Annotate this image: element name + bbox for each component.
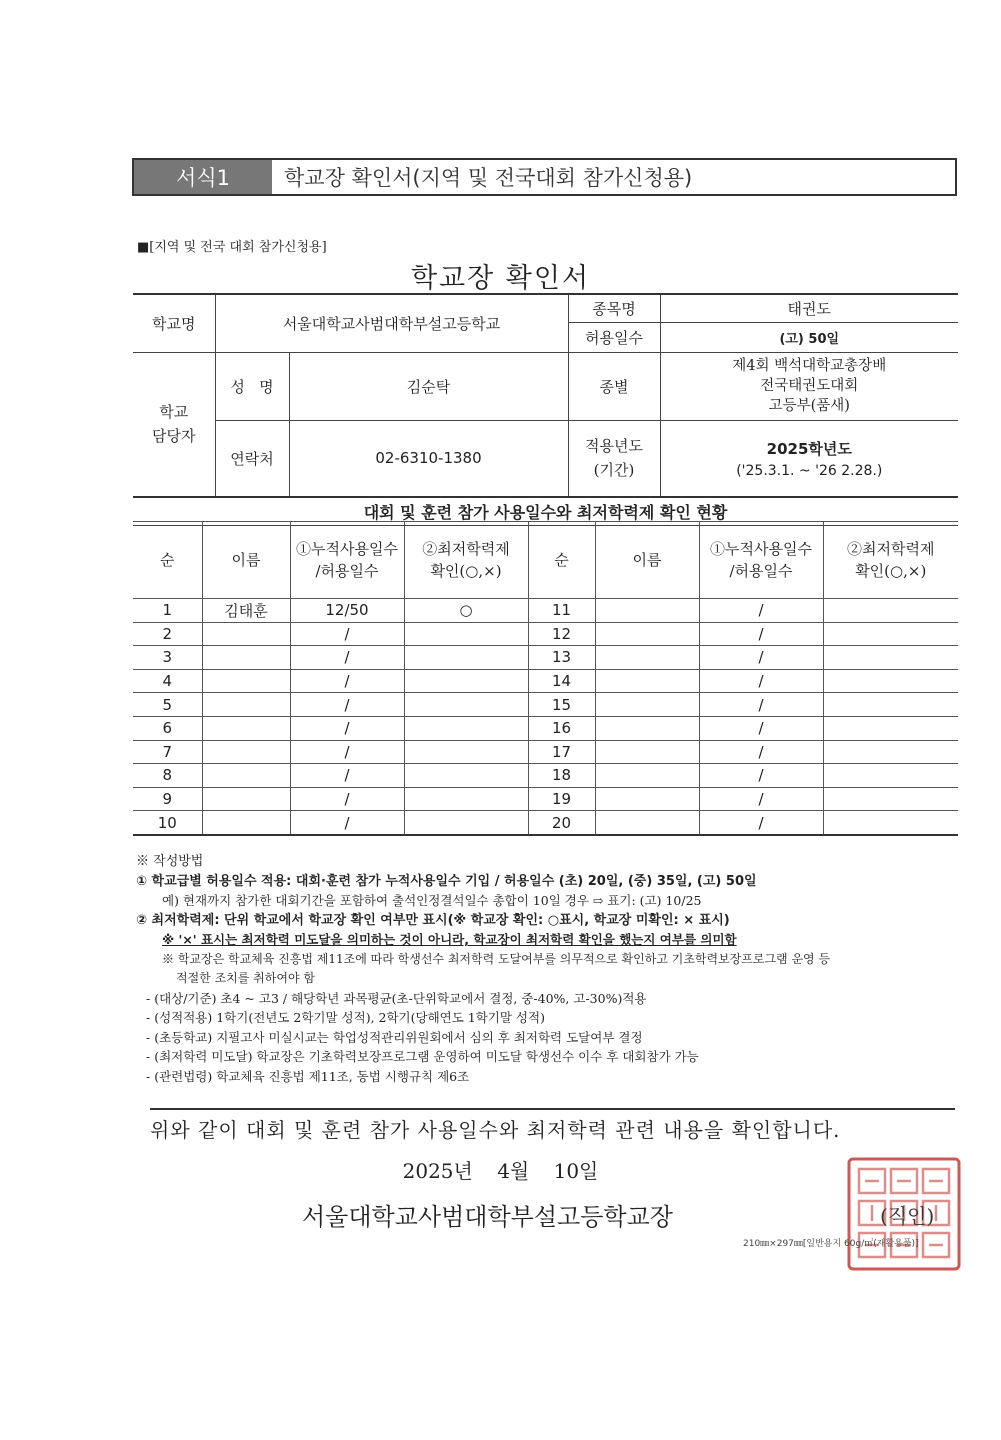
header-no-left: 순	[133, 522, 202, 599]
table-row	[133, 740, 958, 764]
period-year: 2025학년도	[766, 439, 852, 458]
form-subtag: ■[지역 및 전국 대회 참가신청용]	[137, 240, 327, 255]
min-achievement-check	[823, 646, 958, 670]
min-achievement-check	[823, 599, 958, 623]
used-days: /	[290, 811, 404, 835]
student-name	[202, 693, 290, 717]
row-number: 9	[133, 787, 202, 811]
header-days-left: ①누적사용일수 /허용일수	[290, 522, 404, 599]
header-name-right: 이름	[595, 522, 699, 599]
min-achievement-check	[404, 764, 528, 788]
header-no-right: 순	[528, 522, 595, 599]
period-range: ('25.3.1. ~ '26 2.28.)	[736, 462, 883, 479]
notes-heading: ※ 작성방법	[136, 854, 204, 869]
student-name	[595, 811, 699, 835]
min-achievement-check	[823, 622, 958, 646]
used-days: /	[699, 646, 823, 670]
table-row	[133, 811, 958, 835]
detail-5: - (관련법령) 학교체육 진흥법 제11조, 동법 시행규칙 제6조	[146, 1068, 470, 1084]
row-number: 3	[133, 646, 202, 670]
school-name-value: 서울대학교사범대학부설고등학교	[215, 294, 568, 352]
row-number: 11	[528, 599, 595, 623]
row-number: 6	[133, 716, 202, 740]
row-number: 12	[528, 622, 595, 646]
used-days: /	[290, 669, 404, 693]
name-value: 김순탁	[289, 352, 568, 420]
period-value	[660, 420, 958, 496]
allowed-days-label: 허용일수	[568, 322, 660, 352]
phone-label: 연락처	[215, 420, 289, 496]
paper-spec: 210㎜×297㎜[일반용지 60g/㎡(재활용품)]	[743, 1239, 919, 1249]
student-name	[595, 787, 699, 811]
student-name	[202, 622, 290, 646]
row-number: 7	[133, 740, 202, 764]
student-name	[202, 740, 290, 764]
min-achievement-check	[404, 693, 528, 717]
name-label: 성 명	[215, 352, 289, 420]
row-number: 5	[133, 693, 202, 717]
row-number: 17	[528, 740, 595, 764]
row-number: 16	[528, 716, 595, 740]
detail-4: - (최저학력 미도달) 학교장은 기초학력보장프로그램 운영하여 미도달 학생선수 이수 후 대회참가 가능	[146, 1049, 699, 1064]
used-days: /	[290, 740, 404, 764]
min-achievement-check	[404, 787, 528, 811]
confirmation-statement: 위와 같이 대회 및 훈련 참가 사용일수와 최저학력 관련 내용을 확인합니다.	[150, 1108, 955, 1143]
phone-value: 02-6310-1380	[289, 420, 568, 496]
student-name	[202, 669, 290, 693]
note-1: ① 학교급별 허용일수 적용: 대회·훈련 참가 누적사용일수 기입 / 허용일수 (초) 20일, (중) 35일, (고) 50일	[136, 873, 757, 889]
row-number: 2	[133, 622, 202, 646]
form-number-tag: 서식1	[134, 160, 272, 194]
contact-person-label: 학교 담당자	[133, 352, 215, 496]
note-1-example: 예) 현재까지 참가한 대회기간을 포함하여 출석인정결석일수 총합이 10일 경우 ⇨ 표기: (고) 10/25	[162, 893, 702, 908]
used-days: /	[290, 764, 404, 788]
table-row	[133, 693, 958, 717]
header-name-left: 이름	[202, 522, 290, 599]
student-name	[202, 811, 290, 835]
min-achievement-check: ○	[404, 599, 528, 623]
used-days: /	[699, 599, 823, 623]
student-name	[595, 716, 699, 740]
student-name	[595, 740, 699, 764]
table-row	[133, 646, 958, 670]
form-header-title: 학교장 확인서(지역 및 전국대회 참가신청용)	[284, 166, 693, 190]
header-min-left: ②최저학력제 확인(○,×)	[404, 522, 528, 599]
category-value: 제4회 백석대학교총장배 전국태권도대회 고등부(품새)	[660, 352, 958, 420]
used-days: /	[290, 787, 404, 811]
min-achievement-check	[823, 740, 958, 764]
min-achievement-check	[404, 669, 528, 693]
min-achievement-check	[404, 716, 528, 740]
min-achievement-check	[823, 764, 958, 788]
note-2-b: ※ 학교장은 학교체육 진흥법 제11조에 따라 학생선수 최저학력 도달여부를 의무적으로 확인하고 기초학력보장프로그램 운영 등	[162, 951, 831, 966]
min-achievement-check	[823, 693, 958, 717]
row-number: 18	[528, 764, 595, 788]
table-row	[133, 669, 958, 693]
student-name	[202, 716, 290, 740]
min-achievement-check	[404, 646, 528, 670]
student-name	[595, 764, 699, 788]
used-days: /	[290, 622, 404, 646]
category-label: 종별	[568, 352, 660, 420]
used-days: 12/50	[290, 599, 404, 623]
used-days: /	[699, 764, 823, 788]
min-achievement-check	[404, 811, 528, 835]
period-label: 적용년도 (기간)	[568, 420, 660, 496]
row-number: 13	[528, 646, 595, 670]
table-row	[133, 599, 958, 623]
table-row	[133, 787, 958, 811]
row-number: 20	[528, 811, 595, 835]
used-days: /	[699, 740, 823, 764]
student-name	[595, 693, 699, 717]
used-days: /	[290, 716, 404, 740]
principal-signature: 서울대학교사범대학부설고등학교장	[302, 1203, 673, 1231]
note-2-a: ※ '×' 표시는 최저학력 미도달을 의미하는 것이 아니라, 학교장이 최저학력 확인을 했는지 여부를 의미함	[162, 932, 737, 947]
table-row	[133, 716, 958, 740]
instructions	[136, 852, 966, 1086]
min-achievement-check	[404, 622, 528, 646]
row-number: 1	[133, 599, 202, 623]
student-name	[595, 669, 699, 693]
used-days: /	[699, 716, 823, 740]
row-number: 15	[528, 693, 595, 717]
min-achievement-check	[823, 669, 958, 693]
note-2-b-cont: 적절한 조치를 취하여야 함	[176, 971, 315, 985]
document-title: 학교장 확인서	[410, 263, 591, 294]
student-name	[202, 764, 290, 788]
detail-1: - (대상/기준) 초4 ~ 고3 / 해당학년 과목평균(초-단위학교에서 결정, 중-40%, 고-30%)적용	[146, 990, 647, 1006]
row-number: 8	[133, 764, 202, 788]
used-days: /	[699, 811, 823, 835]
event-value: 태권도	[660, 294, 958, 322]
used-days: /	[699, 669, 823, 693]
used-days: /	[699, 787, 823, 811]
note-2: ② 최저학력제: 단위 학교에서 학교장 확인 여부만 표시(※ 학교장 확인: ○표시, 학교장 미확인: × 표시)	[136, 912, 730, 928]
row-number: 10	[133, 811, 202, 835]
student-name: 김태훈	[202, 599, 290, 623]
student-name	[595, 622, 699, 646]
detail-3: - (초등학교) 지필고사 미실시교는 학업성적관리위원회에서 심의 후 최저학력 도달여부 결정	[146, 1029, 643, 1045]
min-achievement-check	[823, 787, 958, 811]
used-days: /	[290, 646, 404, 670]
row-number: 19	[528, 787, 595, 811]
student-name	[595, 599, 699, 623]
table-row	[133, 622, 958, 646]
student-name	[595, 646, 699, 670]
used-days: /	[699, 693, 823, 717]
header-days-right: ①누적사용일수 /허용일수	[699, 522, 823, 599]
detail-2: - (성적적용) 1학기(전년도 2학기말 성적), 2학기(당해연도 1학기말 성적)	[146, 1010, 545, 1025]
student-name	[202, 787, 290, 811]
issue-date: 2025년 4월 10일	[402, 1159, 599, 1183]
row-number: 14	[528, 669, 595, 693]
school-name-label: 학교명	[133, 294, 215, 352]
seal-label: (직인)	[880, 1204, 935, 1228]
school-info-table	[133, 293, 958, 497]
min-achievement-check	[404, 740, 528, 764]
min-achievement-check	[823, 716, 958, 740]
student-status-table	[133, 521, 958, 836]
student-name	[202, 646, 290, 670]
used-days: /	[290, 693, 404, 717]
section-title: 대회 및 훈련 참가 사용일수와 최저학력제 확인 현황	[133, 496, 958, 526]
table-row	[133, 764, 958, 788]
min-achievement-check	[823, 811, 958, 835]
form-header	[132, 158, 957, 196]
allowed-days-value: (고) 50일	[660, 322, 958, 352]
event-label: 종목명	[568, 294, 660, 322]
used-days: /	[699, 622, 823, 646]
row-number: 4	[133, 669, 202, 693]
header-min-right: ②최저학력제 확인(○,×)	[823, 522, 958, 599]
